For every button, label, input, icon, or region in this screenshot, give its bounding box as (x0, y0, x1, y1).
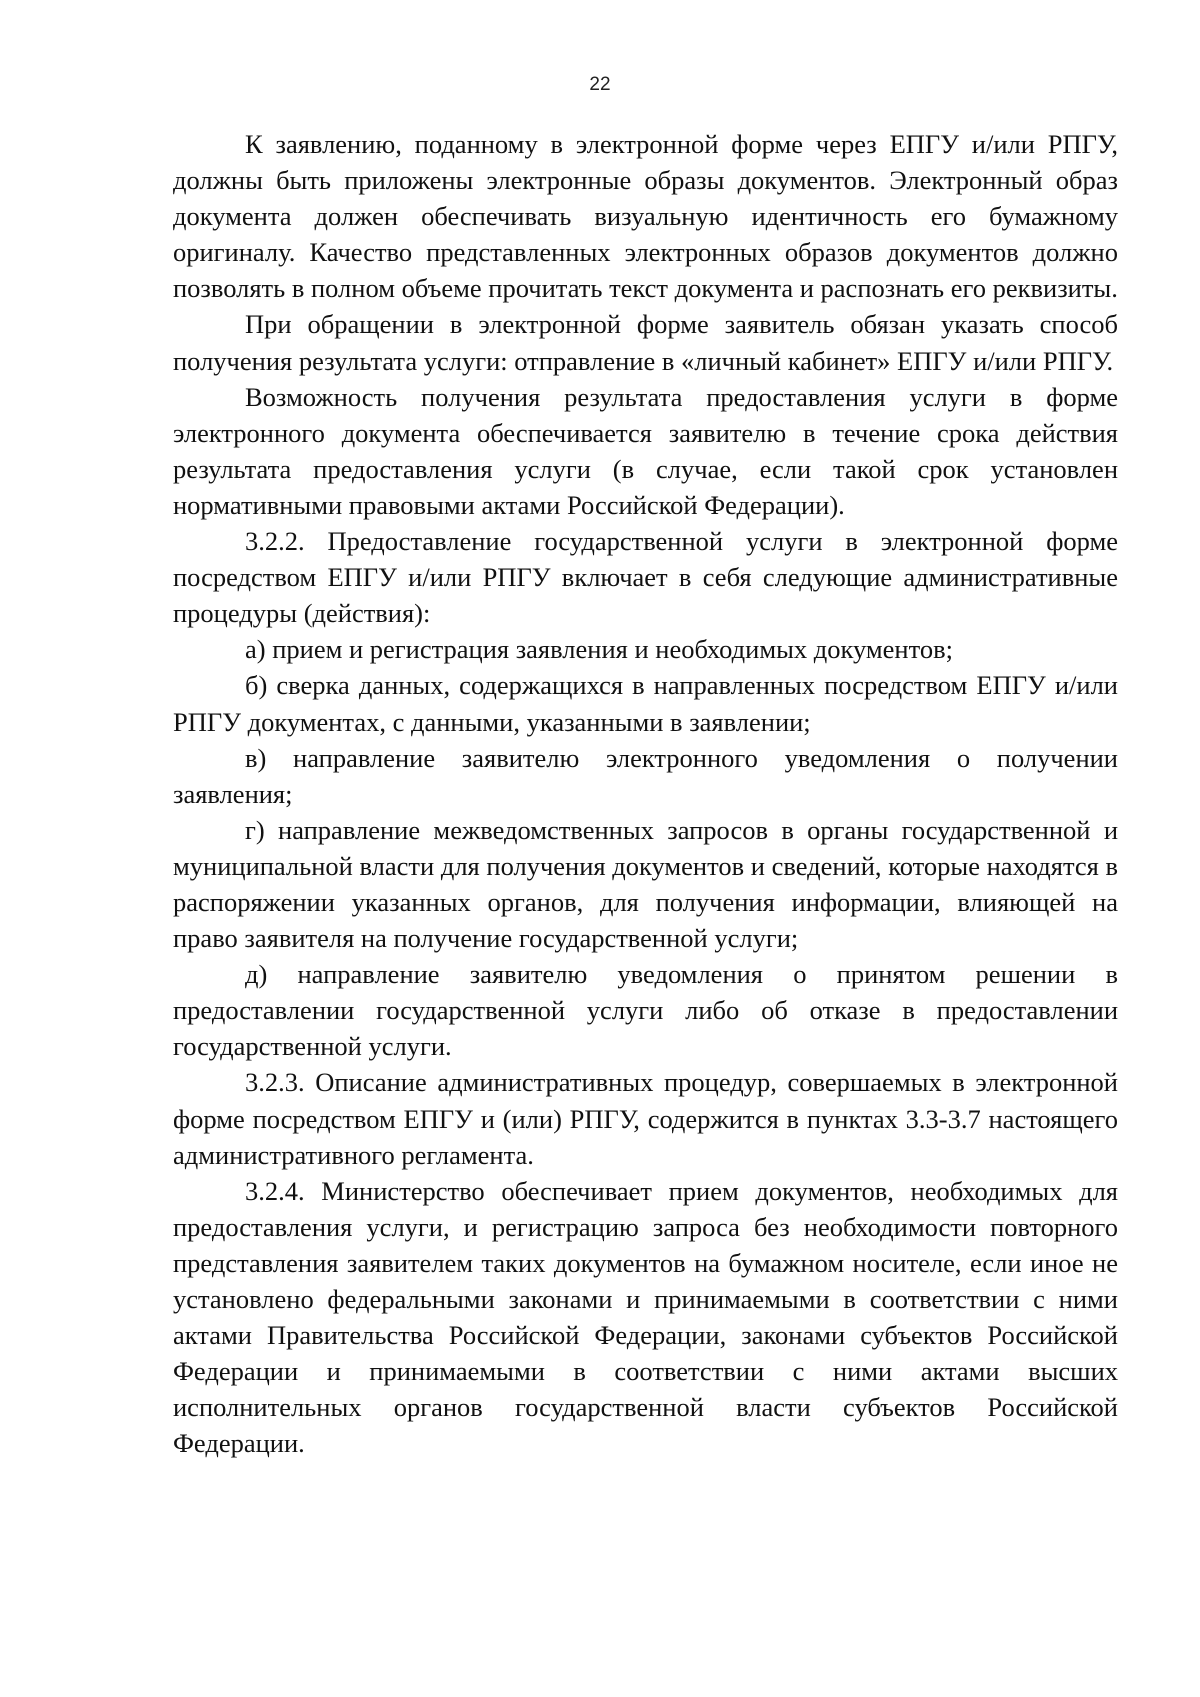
paragraph-attachments: К заявлению, поданному в электронной форме через ЕПГУ и/или РПГУ, должны быть приложены электронные образы документов. Электронный образ документа должен обеспечивать визуальную идентичность его бумажному оригиналу. Качество представленных электронных образов документов должно позволять в полном объеме прочитать текст документа и распознать его реквизиты. (173, 129, 1118, 304)
paragraph-result-availability: Возможность получения результата предоставления услуги в форме электронного документа обеспечивается заявителю в течение срока действия результата предоставления услуги (в случае, если такой срок установлен нормативными правовыми актами Российской Федерации). (173, 381, 1118, 520)
paragraph-3-2-4: 3.2.4. Министерство обеспечивает прием документов, необходимых для предоставления услуги, и регистрацию запроса без необходимости повторного представления заявителем таких документов на бумажном носителе, если иное не установлено федеральными законами и принимаемыми в соответствии с ними актами Правительства Российской Федерации, законами субъектов Российской Федерации и принимаемыми в соответствии с ними актами высших исполнительных органов государственной власти субъектов Российской Федерации. (173, 1175, 1118, 1459)
list-item-b: б) сверка данных, содержащихся в направленных посредством ЕПГУ и/или РПГУ документах, с данными, указанными в заявлении; (173, 670, 1118, 737)
paragraph-3-2-3: 3.2.3. Описание административных процедур, совершаемых в электронной форме посредством ЕПГУ и (или) РПГУ, содержится в пунктах 3.3-3.7 настоящего административного регламента. (173, 1067, 1118, 1170)
page-number: 22 (589, 74, 611, 95)
document-body (173, 126, 1118, 1461)
paragraph-3-2-2: 3.2.2. Предоставление государственной услуги в электронной форме посредством ЕПГУ и/или РПГУ включает в себя следующие административные процедуры (действия): (173, 526, 1118, 629)
list-item-g: г) направление межведомственных запросов в органы государственной и муниципальной власти для получения документов и сведений, которые находятся в распоряжении указанных органов, для получения информации, влияющей на право заявителя на получение государственной услуги; (173, 814, 1118, 954)
list-item-d: д) направление заявителю уведомления о принятом решении в предоставлении государственной услуги либо об отказе в предоставлении государственной услуги. (173, 959, 1118, 1062)
list-item-a: а) прием и регистрация заявления и необходимых документов; (245, 634, 953, 665)
paragraph-result-method: При обращении в электронной форме заявитель обязан указать способ получения результата услуги: отправление в «личный кабинет» ЕПГУ и/или РПГУ. (173, 309, 1118, 376)
list-item-v: в) направление заявителю электронного уведомления о получении заявления; (173, 742, 1118, 809)
